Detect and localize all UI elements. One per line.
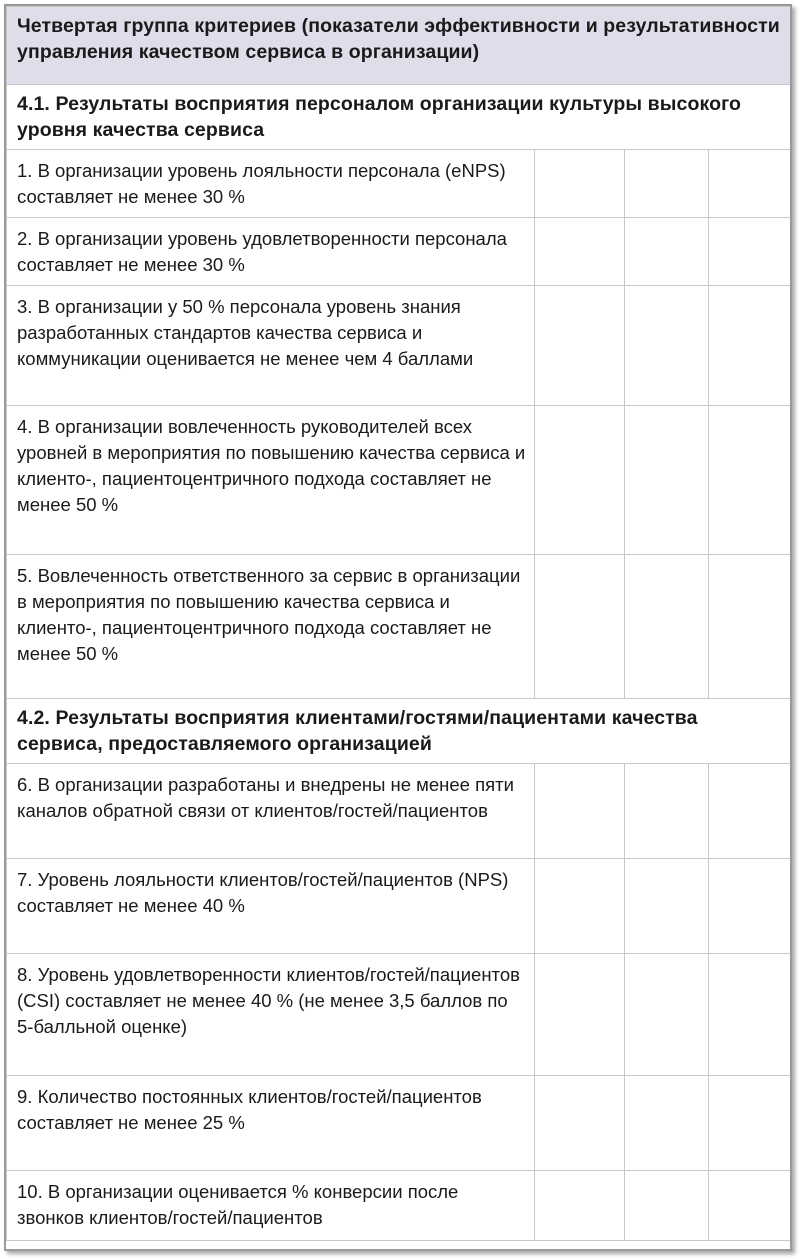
score-cell[interactable] — [709, 218, 793, 286]
score-cell[interactable] — [709, 1171, 793, 1241]
score-cell[interactable] — [709, 1076, 793, 1171]
criterion-text: 6. В организации разработаны и внедрены не менее пяти каналов обратной связи от клиентов/гостей/пациентов — [7, 764, 535, 859]
criterion-row — [7, 954, 793, 1076]
score-cell[interactable] — [625, 1076, 709, 1171]
score-cell[interactable] — [535, 286, 625, 406]
score-cell[interactable] — [709, 954, 793, 1076]
score-cell[interactable] — [709, 286, 793, 406]
score-cell[interactable] — [625, 406, 709, 555]
section-header-row — [7, 699, 793, 764]
section-header-row — [7, 85, 793, 150]
score-cell[interactable] — [535, 1171, 625, 1241]
group-header-row — [7, 7, 793, 85]
score-cell[interactable] — [535, 555, 625, 699]
score-cell[interactable] — [625, 150, 709, 218]
group-title: Четвертая группа критериев (показатели эффективности и результативности управления качеством сервиса в организации) — [7, 7, 793, 85]
score-cell[interactable] — [625, 764, 709, 859]
criterion-text: 2. В организации уровень удовлетворенности персонала составляет не менее 30 % — [7, 218, 535, 286]
criterion-text: 8. Уровень удовлетворенности клиентов/гостей/пациентов (CSI) составляет не менее 40 % (не менее 3,5 баллов по 5-балльной оценке) — [7, 954, 535, 1076]
section-title: 4.1. Результаты восприятия персоналом организации культуры высокого уровня качества сервиса — [7, 85, 793, 150]
score-cell[interactable] — [535, 764, 625, 859]
score-cell[interactable] — [625, 286, 709, 406]
criterion-text: 1. В организации уровень лояльности персонала (eNPS) составляет не менее 30 % — [7, 150, 535, 218]
criteria-table-frame — [4, 4, 792, 1251]
score-cell[interactable] — [625, 954, 709, 1076]
score-cell[interactable] — [709, 555, 793, 699]
score-cell[interactable] — [535, 218, 625, 286]
score-cell[interactable] — [625, 218, 709, 286]
score-cell[interactable] — [709, 406, 793, 555]
criterion-row — [7, 286, 793, 406]
criterion-row — [7, 218, 793, 286]
score-cell[interactable] — [535, 859, 625, 954]
score-cell[interactable] — [709, 150, 793, 218]
criterion-text: 7. Уровень лояльности клиентов/гостей/пациентов (NPS) составляет не менее 40 % — [7, 859, 535, 954]
score-cell[interactable] — [625, 859, 709, 954]
score-cell[interactable] — [625, 1171, 709, 1241]
score-cell[interactable] — [709, 859, 793, 954]
score-cell[interactable] — [535, 1076, 625, 1171]
criterion-row — [7, 859, 793, 954]
criterion-text: 3. В организации у 50 % персонала уровень знания разработанных стандартов качества сервиса и коммуникации оценивается не менее чем 4 баллами — [7, 286, 535, 406]
criterion-row — [7, 406, 793, 555]
criteria-table — [6, 6, 792, 1241]
criterion-row — [7, 555, 793, 699]
score-cell[interactable] — [535, 954, 625, 1076]
score-cell[interactable] — [625, 555, 709, 699]
criterion-row — [7, 1171, 793, 1241]
criterion-row — [7, 1076, 793, 1171]
criterion-text: 9. Количество постоянных клиентов/гостей/пациентов составляет не менее 25 % — [7, 1076, 535, 1171]
criterion-row — [7, 150, 793, 218]
score-cell[interactable] — [535, 150, 625, 218]
score-cell[interactable] — [535, 406, 625, 555]
section-title: 4.2. Результаты восприятия клиентами/гостями/пациентами качества сервиса, предоставляемого организацией — [7, 699, 793, 764]
criterion-text: 10. В организации оценивается % конверсии после звонков клиентов/гостей/пациентов — [7, 1171, 535, 1241]
score-cell[interactable] — [709, 764, 793, 859]
criterion-row — [7, 764, 793, 859]
criterion-text: 4. В организации вовлеченность руководителей всех уровней в мероприятия по повышению качества сервиса и клиенто-, пациентоцентричного подхода составляет не менее 50 % — [7, 406, 535, 555]
criterion-text: 5. Вовлеченность ответственного за сервис в организации в мероприятия по повышению качества сервиса и клиенто-, пациентоцентричного подхода составляет не менее 50 % — [7, 555, 535, 699]
